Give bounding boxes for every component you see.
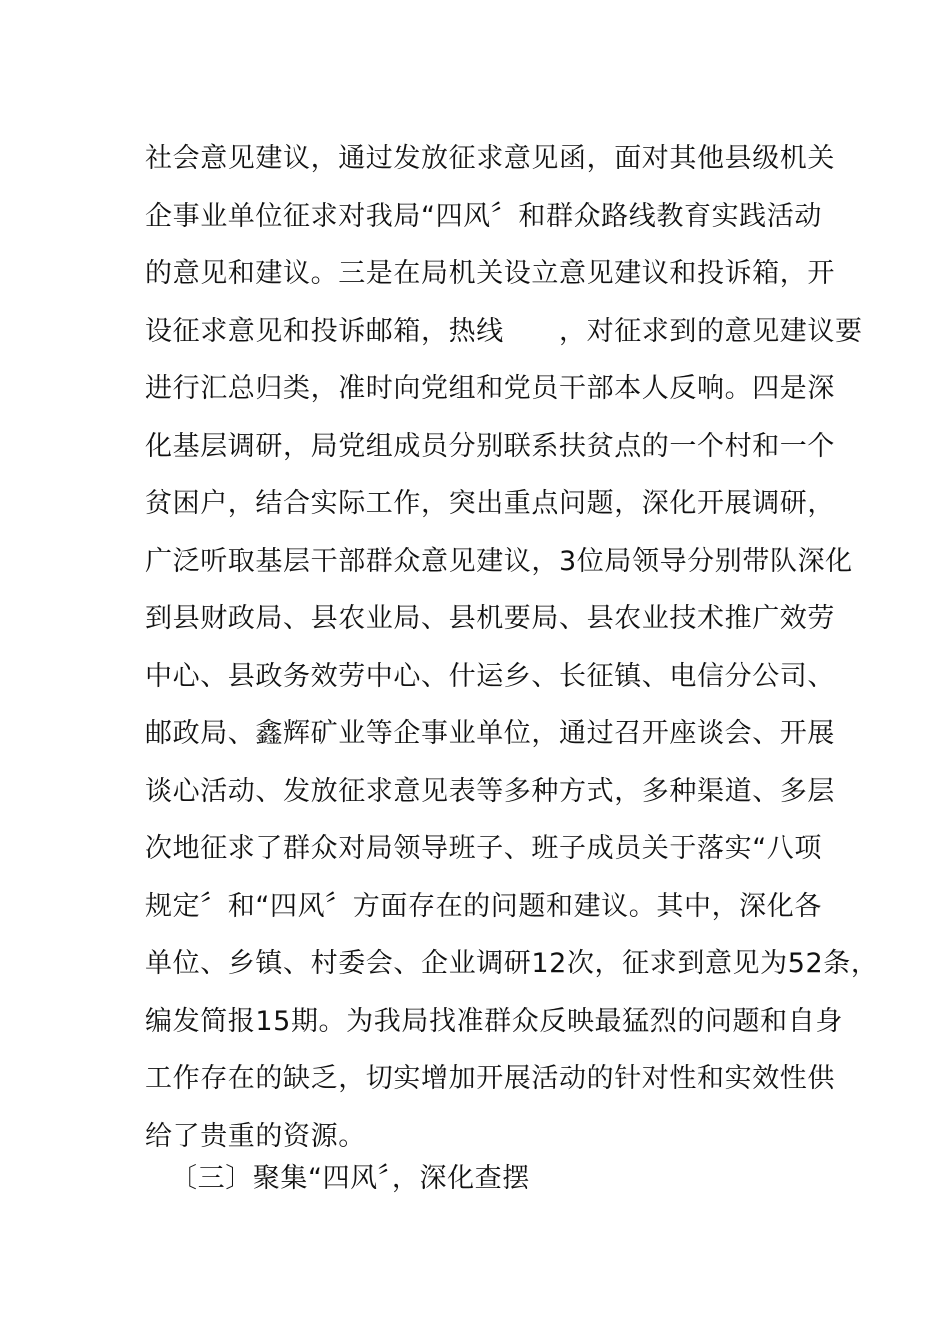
paragraph-line: 工作存在的缺乏，切实增加开展活动的针对性和实效性供 [145, 1063, 835, 1094]
paragraph-line: 中心、县政务效劳中心、什运乡、长征镇、电信分公司、 [145, 660, 835, 692]
paragraph-line: 邮政局、鑫辉矿业等企事业单位，通过召开座谈会、开展 [145, 718, 835, 749]
paragraph-line: 进行汇总归类，准时向党组和党员干部本人反响。四是深 [145, 373, 835, 404]
paragraph-line: 编发简报15期。为我局找准群众反映最猛烈的问题和自身 [145, 1005, 843, 1037]
paragraph-line: 设征求意见和投诉邮箱，热线 ，对征求到的意见建议要 [145, 315, 863, 347]
paragraph-line: 广泛听取基层干部群众意见建议，3位局领导分别带队深化 [145, 545, 853, 577]
paragraph-line: 化基层调研，局党组成员分别联系扶贫点的一个村和一个 [145, 430, 835, 462]
paragraph-line: 企事业单位征求对我局“四风〞和群众路线教育实践活动 [145, 200, 822, 232]
paragraph-line: 次地征求了群众对局领导班子、班子成员关于落实“八项 [145, 833, 822, 864]
paragraph-line: 贫困户，结合实际工作，突出重点问题，深化开展调研， [145, 488, 835, 519]
paragraph-line: 社会意见建议，通过发放征求意见函，面对其他县级机关 [145, 143, 835, 174]
paragraph-line: 到县财政局、县农业局、县机要局、县农业技术推广效劳 [145, 603, 835, 634]
paragraph-line: 的意见和建议。三是在局机关设立意见建议和投诉箱，开 [145, 258, 835, 289]
paragraph-line: 谈心活动、发放征求意见表等多种方式，多种渠道、多层 [145, 775, 835, 807]
paragraph-line: 规定〞和“四风〞方面存在的问题和建议。其中，深化各 [145, 890, 822, 922]
paragraph-line: 给了贵重的资源。 [145, 1120, 366, 1152]
section-heading: 〔三〕聚集“四风〞，深化查摆 [170, 1163, 530, 1194]
body-paragraph [145, 130, 879, 1165]
paragraph-line: 单位、乡镇、村委会、企业调研12次，征求到意见为52条， [145, 948, 879, 979]
